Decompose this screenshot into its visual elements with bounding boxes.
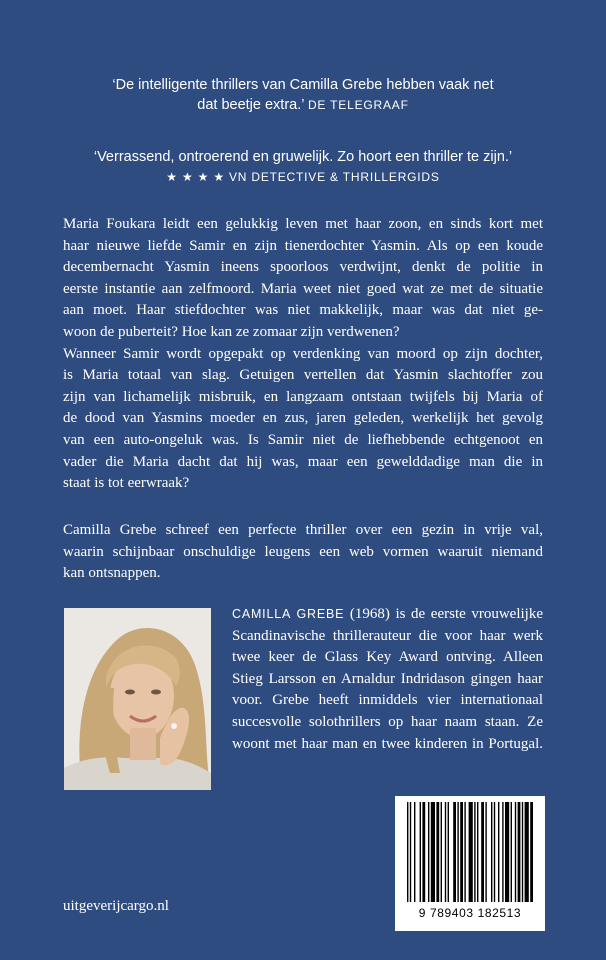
quote-line-with-source: [40, 95, 566, 115]
synopsis-line: decembernacht Yasmin ineens spoorloos verdwijnt, denkt de politie in: [63, 259, 543, 276]
synopsis-line: zijn van lichamelijk misbruik, en langzaam ontstaan twijfels bij Maria of: [63, 388, 543, 405]
synopsis-line: aan moet. Haar stiefdochter was niet makkelijk, maar was dat niet ge-: [63, 302, 543, 319]
synopsis-line: staat is tot eerwraak?: [63, 475, 190, 492]
review-quote-vn: [40, 147, 566, 187]
isbn-number: 9 789403 182513: [418, 906, 522, 920]
quote-source: DE TELEGRAAF: [307, 98, 409, 112]
author-name: CAMILLA GREBE: [232, 607, 345, 621]
author-bio: [232, 604, 543, 755]
synopsis-line: de dood van Yasmins moeder en zus, jaren geleden, werkelijk het gevolg: [63, 410, 543, 427]
bio-first-line: [232, 604, 543, 626]
quote-text-line: dat beetje extra.’: [197, 97, 304, 113]
bio-text: (1968) is de eerste vrouwelijke: [349, 606, 544, 622]
review-quote-telegraaf: [40, 75, 566, 115]
synopsis-line: woon de puberteit? Hoe kan ze zomaar zijn verdwenen?: [63, 323, 400, 340]
bio-line: Stieg Larsson en Arnaldur Indridason gingen haar: [232, 670, 543, 687]
bio-line: Scandinavische thrillerauteur die voor haar werk: [232, 627, 543, 644]
quote-source: VN DETECTIVE & THRILLERGIDS: [228, 170, 440, 184]
bio-line: twee keer de Glass Key Award ontving. Alleen: [232, 649, 543, 666]
synopsis-line: vader die Maria dacht dat hij was, maar een gewelddadige man die in: [63, 453, 543, 470]
synopsis-line: van een auto-ongeluk was. Is Samir niet de liefhebbende echtgenoot en: [63, 431, 543, 448]
barcode-bars: [395, 796, 545, 906]
publisher-url[interactable]: uitgeverijcargo.nl: [63, 898, 169, 914]
tagline-line: waarin schijnbaar onschuldige leugens een web vormen waaruit niemand: [63, 543, 543, 560]
star-rating: ★ ★ ★ ★: [166, 170, 225, 184]
bio-line: voor. Grebe heeft inmiddels vier internationaal: [232, 692, 543, 709]
quote-text-line: ‘De intelligente thrillers van Camilla Grebe hebben vaak net: [112, 77, 494, 93]
author-photo: [64, 608, 211, 790]
synopsis-line: eerste instantie aan zelfmoord. Maria weet niet goed wat ze met de situatie: [63, 280, 543, 297]
synopsis-line: Maria Foukara leidt een gelukkig leven met haar zoon, en sinds kort met: [63, 216, 543, 232]
bio-line: succesvolle solothrillers op haar naam staan. Ze: [232, 713, 543, 730]
synopsis-line: Wanneer Samir wordt opgepakt op verdenking van moord op zijn dochter,: [63, 345, 543, 362]
tagline-line: kan ontsnappen.: [63, 565, 161, 582]
quote-text-line: ‘Verrassend, ontroerend en gruwelijk. Zo hoort een thriller te zijn.’: [93, 149, 513, 165]
synopsis-line: is Maria totaal van slag. Getuigen vertellen dat Yasmin slachtoffer zou: [63, 367, 543, 384]
bio-line: woont met haar man en twee kinderen in Portugal.: [232, 735, 543, 752]
synopsis-line: haar nieuwe liefde Samir en zijn tienerdochter Yasmin. Als op een koude: [63, 237, 543, 254]
tagline: [63, 520, 543, 585]
author-portrait-image: [64, 608, 211, 790]
tagline-line: Camilla Grebe schreef een perfecte thriller over een gezin in vrije val,: [63, 522, 543, 538]
isbn-barcode: [395, 796, 545, 931]
synopsis: [63, 214, 543, 495]
quote-line-with-source: [40, 167, 566, 187]
